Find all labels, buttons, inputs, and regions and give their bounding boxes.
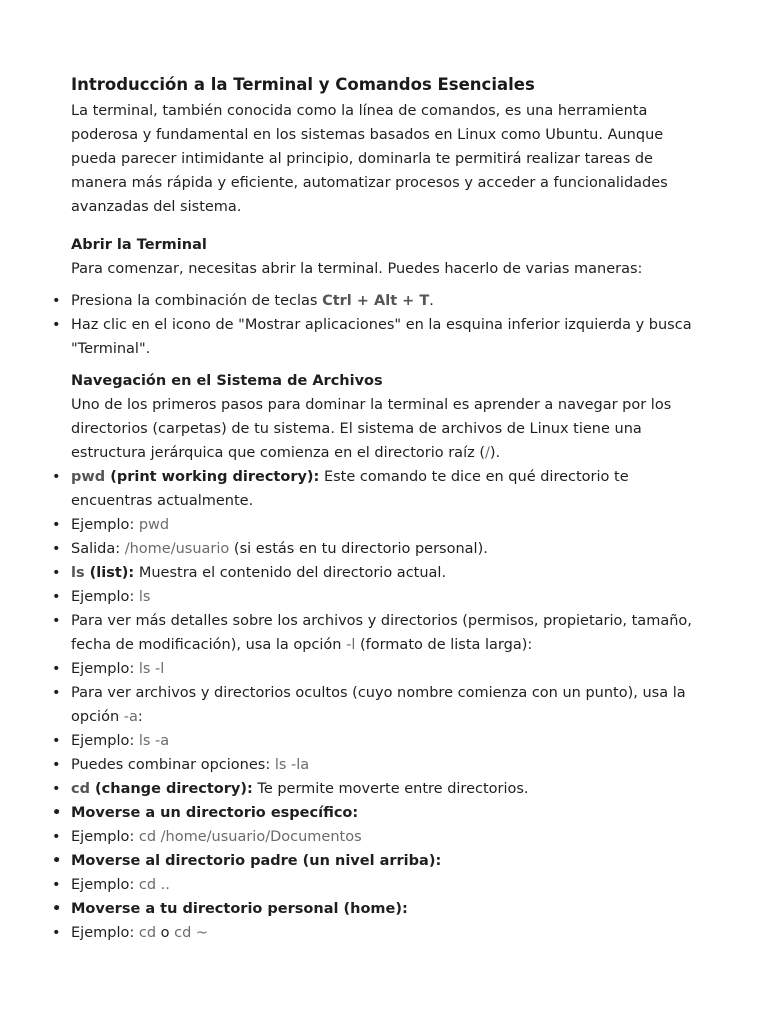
- list-item: • Puedes combinar opciones: ls -la: [71, 753, 711, 777]
- inline-code: ls -la: [274, 757, 310, 773]
- page-title: Introducción a la Terminal y Comandos Esenciales: [71, 75, 535, 94]
- open-terminal-list: [71, 289, 711, 361]
- navigation-list: [71, 465, 711, 945]
- inline-code: cd ..: [138, 877, 170, 893]
- list-item: • Ejemplo: ls -a: [71, 729, 711, 753]
- command-name: cd: [71, 781, 90, 797]
- list-item: • Para ver más detalles sobre los archivos y directorios (permisos, propietario, tamaño, fecha de modificación), usa la opción -l (formato de lista larga):: [71, 609, 711, 657]
- list-item: • Ejemplo: cd o cd ~: [71, 921, 711, 945]
- list-item: • Para ver archivos y directorios ocultos (cuyo nombre comienza con un punto), usa la opción -a:: [71, 681, 711, 729]
- list-item: • Ejemplo: ls: [71, 585, 711, 609]
- document-content: [71, 74, 711, 945]
- inline-code: cd ~: [174, 925, 209, 941]
- inline-code: ls -a: [138, 733, 170, 749]
- section-title-navigation: Navegación en el Sistema de Archivos: [71, 373, 383, 389]
- list-item: • Moverse al directorio padre (un nivel arriba):: [71, 849, 711, 873]
- command-name: ls: [71, 565, 85, 581]
- list-item: • ls (list): Muestra el contenido del directorio actual.: [71, 561, 711, 585]
- list-item: • Ejemplo: pwd: [71, 513, 711, 537]
- inline-code: cd: [138, 925, 157, 941]
- inline-code: -a: [123, 709, 138, 725]
- list-item: • Moverse a un directorio específico:: [71, 801, 711, 825]
- inline-code: pwd: [138, 517, 170, 533]
- inline-code: -l: [346, 637, 356, 653]
- list-item: • pwd (print working directory): Este comando te dice en qué directorio te encuentras actualmente.: [71, 465, 711, 513]
- intro-paragraph: La terminal, también conocida como la línea de comandos, es una herramienta poderosa y fundamental en los sistemas basados en Linux como Ubuntu. Aunque pueda parecer intimidante al principio, dominarla te permitirá realizar tareas de manera más rápida y eficiente, automatizar procesos y acceder a funcionalidades avanzadas del sistema.: [71, 103, 668, 215]
- list-item: • Haz clic en el icono de "Mostrar aplicaciones" en la esquina inferior izquierda y busca "Terminal".: [71, 313, 711, 361]
- inline-code: ls: [138, 589, 151, 605]
- section-text-open-terminal: Para comenzar, necesitas abrir la terminal. Puedes hacerlo de varias maneras:: [71, 261, 643, 277]
- list-item: • Moverse a tu directorio personal (home):: [71, 897, 711, 921]
- list-item: • Ejemplo: cd /home/usuario/Documentos: [71, 825, 711, 849]
- section-title-open-terminal: Abrir la Terminal: [71, 237, 207, 253]
- inline-code: /: [484, 445, 490, 461]
- shortcut-keys: Ctrl + Alt + T: [322, 293, 430, 309]
- list-item: • Ejemplo: ls -l: [71, 657, 711, 681]
- inline-code: cd /home/usuario/Documentos: [138, 829, 362, 845]
- inline-code: /home/usuario: [124, 541, 230, 557]
- command-name: pwd: [71, 469, 106, 485]
- list-item: • Presiona la combinación de teclas Ctrl + Alt + T.: [71, 289, 711, 313]
- section-text-navigation: Uno de los primeros pasos para dominar la terminal es aprender a navegar por los directorios (carpetas) de tu sistema. El sistema de archivos de Linux tiene una estructura jerárquica que comienza en el directorio raíz (/).: [71, 397, 672, 461]
- list-item: • cd (change directory): Te permite moverte entre directorios.: [71, 777, 711, 801]
- list-item: • Salida: /home/usuario (si estás en tu directorio personal).: [71, 537, 711, 561]
- inline-code: ls -l: [138, 661, 165, 677]
- list-item: • Ejemplo: cd ..: [71, 873, 711, 897]
